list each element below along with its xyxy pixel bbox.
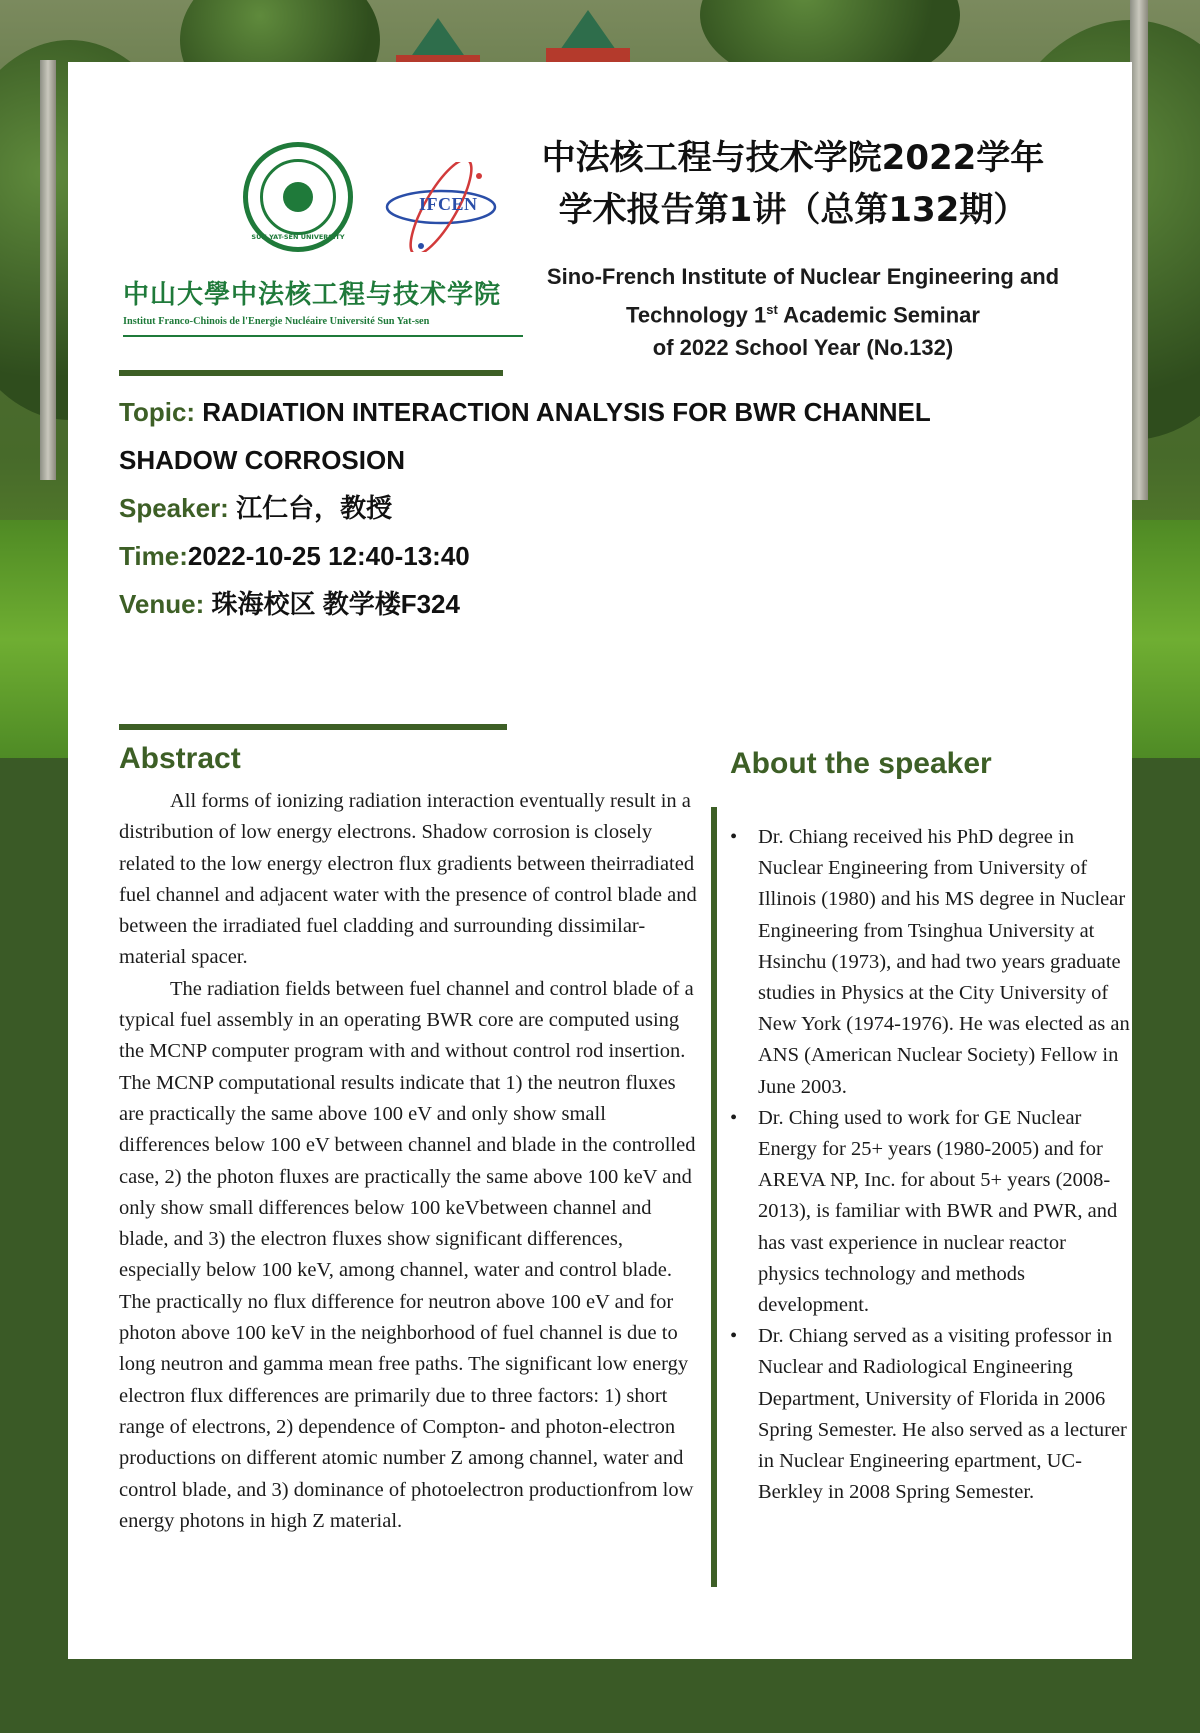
time-value: 2022-10-25 12:40-13:40: [187, 541, 470, 571]
title-cn-line2: 学术报告第1讲（总第132期）: [558, 190, 1028, 230]
column-divider: [711, 807, 717, 1587]
abstract-paragraph-2: The radiation fields between fuel channel and control blade of a typical fuel assembly in an operating BWR core are computed using the MCNP computer program with and without control rod insertion. The MCNP computational results indicate that 1) the neutron fluxes are practically the same above 100 eV and only show small differences below 100 eV between channel and blade in the controlled case, 2) the photon fluxes are practically the same above 100 keV and only show small differences below 100 keVbetween channel and blade, and 3) the electron fluxes show significant differences, especially below 100 keV, among channel, water and control blade. The practically no flux difference for neutron above 100 eV and for photon above 100 keV in the neighborhood of fuel channel is due to long neutron and gamma mean free paths. The significant low energy electron flux differences are primarily due to three factors: 1) short range of electrons, 2) dependence of Compton- and photon-electron productions on different atomic number Z among channel, water and control blade, and 3) dominance of photoelectron productionfrom low energy photons in high Z material.: [119, 977, 696, 1532]
topic-label: Topic:: [119, 397, 203, 427]
seminar-info: [119, 388, 1059, 628]
bio-item: • Dr. Chiang received his PhD degree in Nuclear Engineering from University of Illinois (1980) and his MS degree in Nuclear Engineering from Tsinghua University at Hsinchu (1973), and had two years graduate studies in Physics at the City University of New York (1974-1976). He was elected as an ANS (American Nuclear Society) Fellow in June 2003.: [730, 822, 1130, 1103]
venue-value: 珠海校区 教学楼F324: [211, 589, 460, 619]
logo-french-name: Institut Franco-Chinois de l'Energie Nucléaire Université Sun Yat-sen: [123, 316, 430, 327]
topic-line1: RADIATION INTERACTION ANALYSIS FOR BWR CHANNEL: [202, 397, 931, 427]
bullet-icon: •: [730, 1106, 738, 1129]
logo-chinese-name: 中山大學中法核工程与技术学院: [123, 280, 502, 310]
time-row: [119, 532, 1059, 580]
ifcen-label: IFCEN: [419, 194, 478, 214]
speaker-bio-list: [730, 822, 1130, 1508]
topic-line2: SHADOW CORROSION: [119, 445, 405, 475]
abstract-heading: Abstract: [119, 742, 241, 775]
divider-middle: [119, 724, 507, 730]
ifcen-logo: [381, 162, 501, 252]
venue-row: [119, 580, 1059, 628]
bio-item: • Dr. Ching used to work for GE Nuclear Energy for 25+ years (1980-2005) and for AREVA NP, Inc. for about 5+ years (2008-2013), is familiar with BWR and PWR, and has vast experience in nuclear reactor physics technology and methods development.: [730, 1103, 1130, 1321]
title-en-line1: Sino-French Institute of Nuclear Engineering and: [546, 264, 1060, 289]
about-speaker-heading: About the speaker: [730, 747, 992, 780]
title-en-line3: of 2022 School Year (No.132): [652, 335, 954, 361]
bio-item: • Dr. Chiang served as a visiting professor in Nuclear and Radiological Engineering Department, University of Florida in 2006 Spring Semester. He also served as a lecturer in Nuclear Engineering epartment, UC-Berkley in 2008 Spring Semester.: [730, 1321, 1130, 1508]
venue-label: Venue:: [119, 589, 212, 619]
sysu-seal-logo: [243, 142, 353, 252]
topic-row: [119, 388, 1059, 436]
title-cn-line1: 中法核工程与技术学院2022学年: [541, 138, 1045, 178]
title-chinese: [508, 132, 1078, 236]
divider-top: [119, 370, 503, 376]
bullet-icon: •: [730, 826, 738, 848]
speaker-row: [119, 484, 1059, 532]
bullet-icon: •: [730, 1325, 738, 1348]
seal-text: SUN YAT-SEN UNIVERSITY: [251, 233, 345, 241]
abstract-body: [119, 786, 701, 1537]
time-label: Time:: [119, 541, 188, 571]
speaker-value: 江仁台，教授: [236, 493, 393, 523]
speaker-label: Speaker:: [119, 493, 237, 523]
title-english: [538, 260, 1068, 364]
logo-underline: [123, 335, 523, 337]
title-en-line2: Technology 1st Academic Seminar: [626, 302, 980, 328]
abstract-paragraph-1: All forms of ionizing radiation interaction eventually result in a distribution of low energy electrons. Shadow corrosion is closely related to the low energy electron flux gradients between theirradiated fuel channel and adjacent water with the presence of control blade and between the irradiated fuel cladding and surrounding dissimilar-material spacer.: [119, 790, 697, 969]
poster-card: [68, 62, 1132, 1659]
